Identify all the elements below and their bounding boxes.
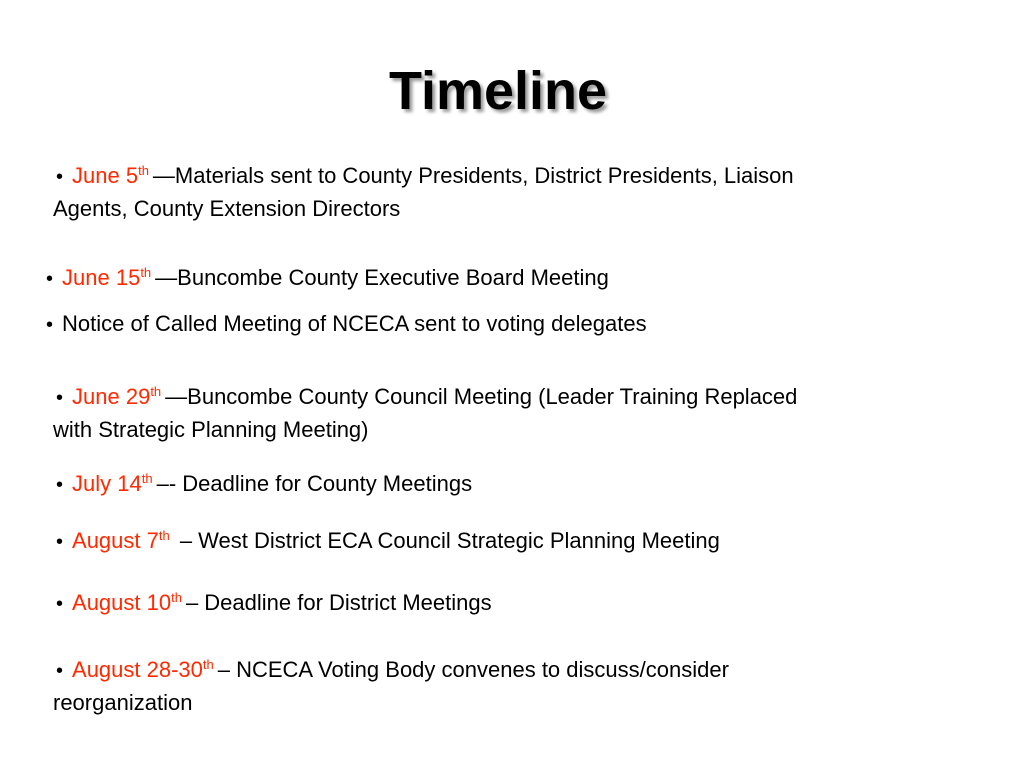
timeline-date: July 14 <box>72 471 142 496</box>
timeline-description-continued: reorganization <box>53 690 193 715</box>
timeline-item-line <box>56 654 729 687</box>
timeline-date: June 5 <box>72 163 139 188</box>
timeline-item <box>53 654 729 718</box>
date-suffix: th <box>158 528 170 543</box>
timeline-item-line <box>56 381 797 414</box>
timeline-item <box>53 381 798 445</box>
timeline-description-continued: Agents, County Extension Directors <box>53 196 401 221</box>
date-suffix: th <box>150 384 162 399</box>
timeline-item <box>46 262 609 295</box>
bullet-icon: • <box>56 593 64 615</box>
timeline-date: August 7 <box>72 528 159 553</box>
timeline-description: —Buncombe County Executive Board Meeting <box>155 265 609 290</box>
bullet-icon: • <box>46 268 54 290</box>
bullet-icon: • <box>56 660 64 682</box>
date-suffix: th <box>171 590 182 605</box>
bullet-icon: • <box>56 166 64 188</box>
timeline-date: June 15 <box>62 265 141 290</box>
timeline-description-continued: with Strategic Planning Meeting) <box>53 417 369 442</box>
date-suffix: th <box>202 657 214 672</box>
timeline-item-line <box>56 160 794 193</box>
timeline-item <box>56 468 472 501</box>
date-suffix: th <box>141 471 153 486</box>
timeline-date: June 29 <box>72 384 151 409</box>
timeline-item <box>53 160 794 224</box>
timeline-description: –- Deadline for County Meetings <box>156 471 473 496</box>
timeline-description: —Materials sent to County Presidents, District Presidents, Liaison <box>152 163 794 188</box>
timeline-date: August 28-30 <box>72 657 203 682</box>
timeline-item <box>56 587 492 620</box>
timeline-description: – West District ECA Council Strategic Planning Meeting <box>173 528 720 553</box>
timeline-date: August 10 <box>72 590 172 615</box>
timeline-description: – Deadline for District Meetings <box>185 590 492 615</box>
timeline-description: —Buncombe County Council Meeting (Leader Training Replaced <box>165 384 798 409</box>
date-suffix: th <box>138 163 149 178</box>
timeline-item <box>56 525 720 558</box>
timeline-item <box>46 308 647 341</box>
slide-title: Timeline <box>388 61 608 121</box>
bullet-icon: • <box>56 387 64 409</box>
timeline-description: – NCECA Voting Body convenes to discuss/consider <box>217 657 729 682</box>
timeline-description: Notice of Called Meeting of NCECA sent to voting delegates <box>62 311 647 336</box>
bullet-icon: • <box>56 474 64 496</box>
bullet-icon: • <box>46 314 54 336</box>
bullet-icon: • <box>56 531 64 553</box>
date-suffix: th <box>140 265 152 280</box>
